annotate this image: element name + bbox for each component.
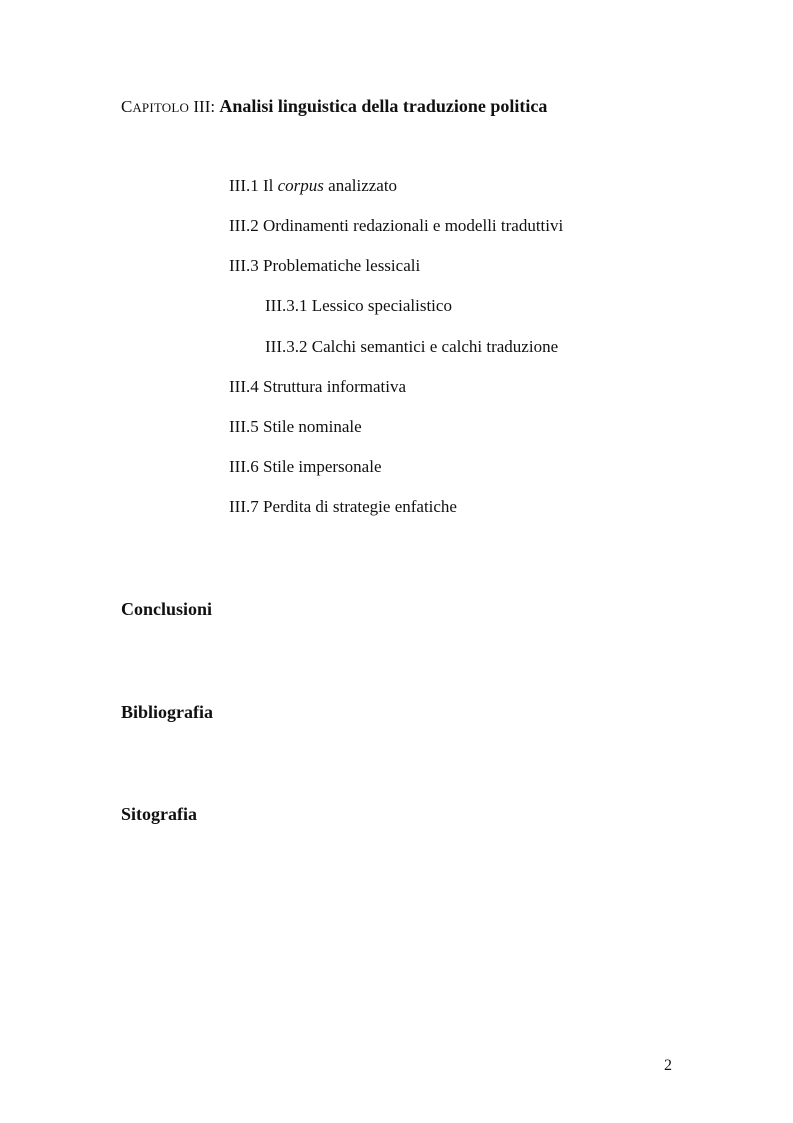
- toc-item-3-7: III.7 Perdita di strategie enfatiche: [229, 497, 457, 516]
- section-webography: Sitografia: [121, 804, 197, 824]
- chapter-title: Analisi linguistica della traduzione politica: [219, 96, 548, 116]
- chapter-label: CAPITOLO III:: [121, 97, 220, 116]
- chapter-heading: [121, 96, 547, 118]
- toc-item-3-3-1: III.3.1 Lessico specialistico: [265, 296, 452, 315]
- toc-item-3-3: III.3 Problematiche lessicali: [229, 256, 421, 275]
- section-bibliography: Bibliografia: [121, 702, 214, 722]
- toc-item-3-3-2: III.3.2 Calchi semantici e calchi traduzione: [265, 337, 559, 356]
- toc-item-3-2: III.2 Ordinamenti redazionali e modelli traduttivi: [229, 216, 564, 235]
- toc-item-3-4: III.4 Struttura informativa: [229, 377, 407, 396]
- page-number: 2: [664, 1057, 672, 1074]
- section-conclusions: Conclusioni: [121, 599, 213, 619]
- toc-item-3-1: III.1 Il corpus analizzato: [229, 176, 398, 195]
- toc-item-3-5: III.5 Stile nominale: [229, 417, 362, 436]
- toc-item-3-6: III.6 Stile impersonale: [229, 457, 382, 476]
